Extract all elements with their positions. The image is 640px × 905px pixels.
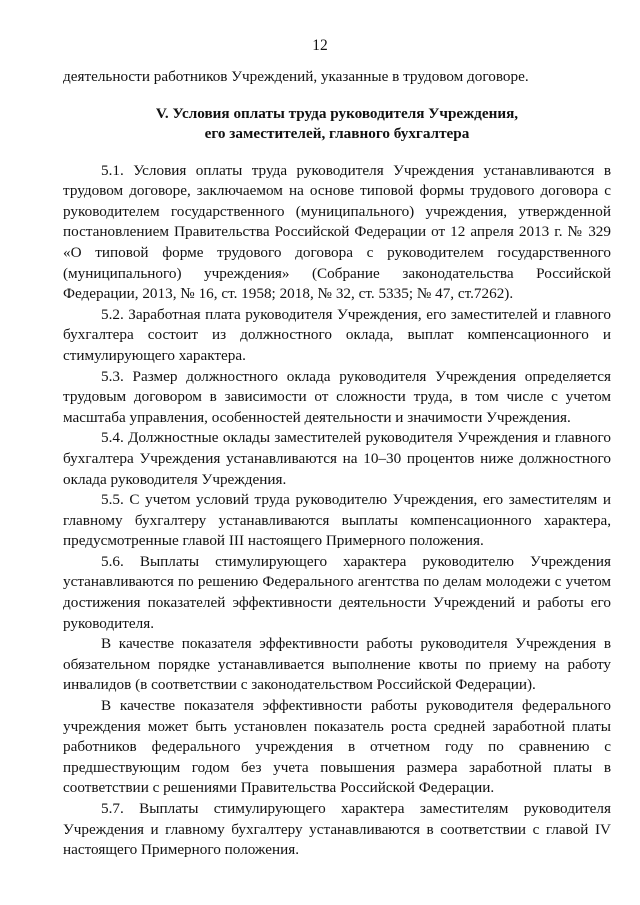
paragraph-5-5: 5.5. С учетом условий труда руководителю Учреждения, его заместителям и главному бухгалтеру устанавливаются выплаты компенсационного характера, предусмотренные главой III настоящего Примерного положения. <box>63 491 611 550</box>
continuation-text: деятельности работников Учреждений, указанные в трудовом договоре. <box>63 68 529 85</box>
paragraph-5-4: 5.4. Должностные оклады заместителей руководителя Учреждения и главного бухгалтера Учреждения устанавливаются на 10–30 процентов ниже должностного оклада руководителя Учреждения. <box>63 429 611 488</box>
paragraph-salary-growth: В качестве показателя эффективности работы руководителя федерального учреждения может быть установлен показатель роста средней заработной платы работников федерального учреждения в отчетном году по сравнению с предшествующим годом без учета повышения размера заработной платы в соответствии с решениями Правительства Российской Федерации. <box>63 697 611 797</box>
paragraph-5-6: 5.6. Выплаты стимулирующего характера руководителю Учреждения устанавливаются по решению Федерального агентства по делам молодежи с учетом достижения показателей эффективности деятельности Учреждений и работы его руководителя. <box>63 552 611 632</box>
paragraph-quota: В качестве показателя эффективности работы руководителя Учреждения в обязательном порядке устанавливается выполнение квоты по приему на работу инвалидов (в соответствии с законодательством Российской Федерации). <box>63 635 611 694</box>
paragraph-5-2: 5.2. Заработная плата руководителя Учреждения, его заместителей и главного бухгалтера состоит из должностного оклада, выплат компенсационного и стимулирующего характера. <box>63 305 611 364</box>
section-heading <box>63 104 611 144</box>
section-heading-line-2: его заместителей, главного бухгалтера <box>204 124 470 142</box>
page-number: 12 <box>312 37 328 54</box>
paragraph-5-3: 5.3. Размер должностного оклада руководителя Учреждения определяется трудовым договором в зависимости от сложности труда, в том числе с учетом масштаба управления, особенностей деятельности и значимости Учреждения. <box>63 367 611 426</box>
section-heading-line-1: V. Условия оплаты труда руководителя Учреждения, <box>155 104 519 122</box>
paragraph-5-1: 5.1. Условия оплаты труда руководителя Учреждения устанавливаются в трудовом договоре, заключаемом на основе типовой формы трудового договора с руководителем государственного (муниципального) учреждения, утвержденной постановлением Правительства Российской Федерации от 12 апреля 2013 г. № 329 «О типовой форме трудового договора с руководителем государственного (муниципального) учреждения» (Собрание законодательства Российской Федерации, 2013, № 16, ст. 1958; 2018, № 32, ст. 5335; № 47, ст.7262). <box>63 161 611 303</box>
document-body <box>63 67 611 861</box>
paragraph-5-7: 5.7. Выплаты стимулирующего характера заместителям руководителя Учреждения и главному бухгалтеру устанавливаются в соответствии с главой IV настоящего Примерного положения. <box>63 800 611 859</box>
